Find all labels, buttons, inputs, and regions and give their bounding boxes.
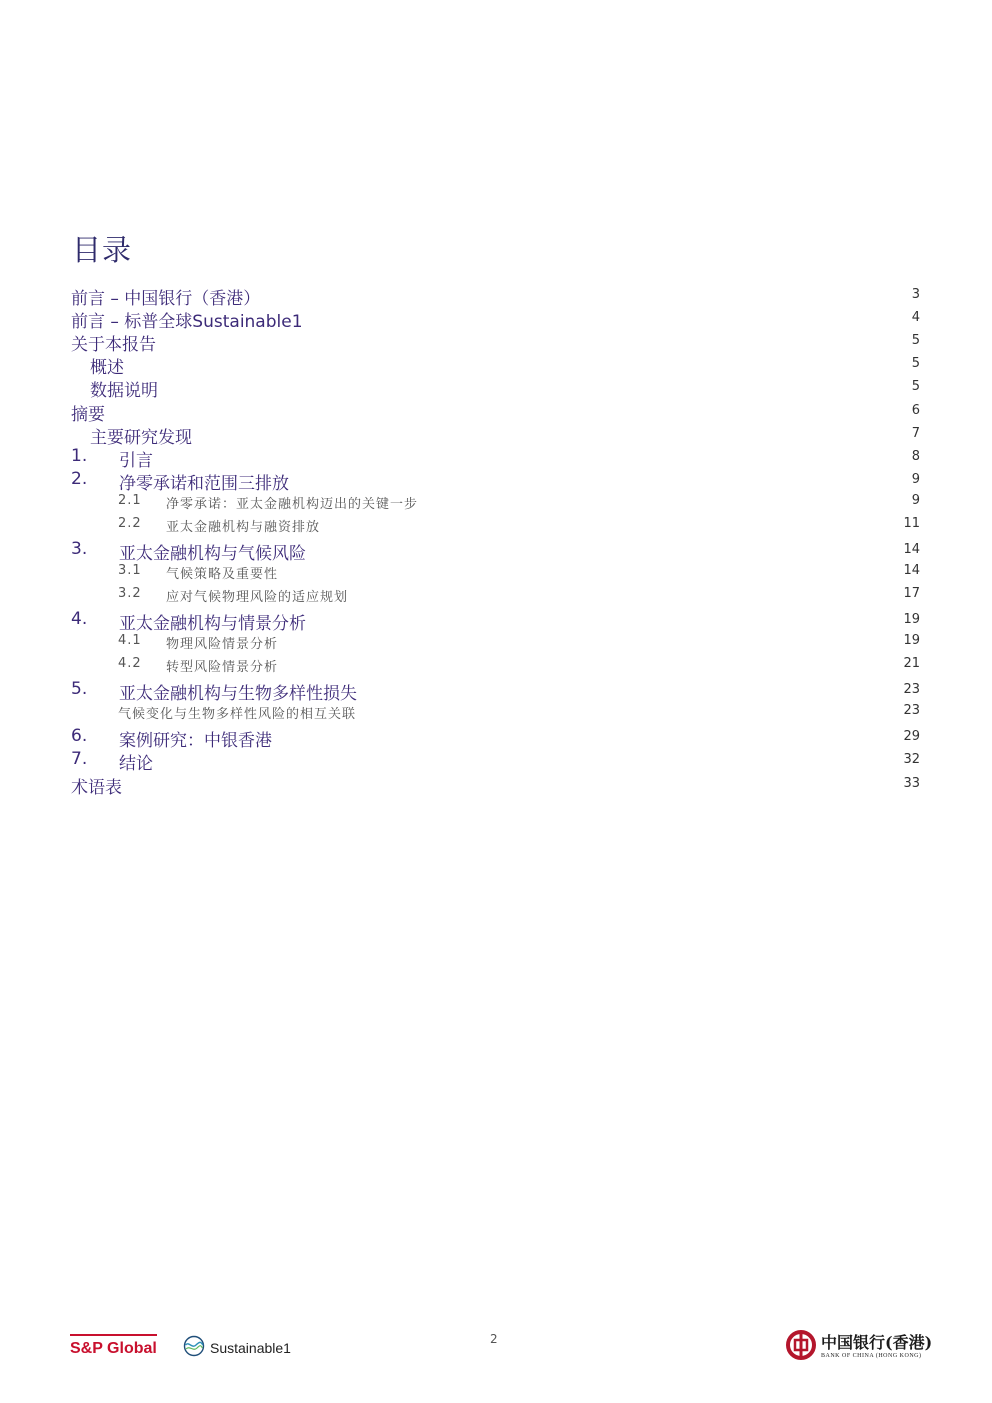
toc-entry-label: 案例研究：中银香港 [119, 731, 272, 751]
toc-entry-label: 摘要 [71, 405, 105, 425]
toc-entry-number: 6. [71, 726, 88, 746]
globe-icon [183, 1335, 205, 1361]
toc-entry-label: 术语表 [71, 778, 122, 798]
toc-entry-page: 14 [903, 563, 920, 578]
page-title: 目录 [72, 233, 133, 267]
toc-entry-label: 亚太金融机构与气候风险 [119, 544, 306, 564]
toc-entry-page: 23 [903, 682, 920, 697]
toc-entry-page: 9 [911, 472, 920, 487]
toc-entry-label: 物理风险情景分析 [166, 637, 279, 652]
boc-logo-chinese: 中国银行(香港) [821, 1333, 933, 1352]
sustainable1-logo-text: Sustainable1 [210, 1340, 291, 1356]
toc-entry-number: 4. [71, 609, 88, 629]
spglobal-logo-text: S&P Global [70, 1340, 157, 1357]
toc-entry-number: 7. [71, 749, 88, 769]
boc-logo-text [821, 1335, 932, 1359]
toc-entry-page: 17 [903, 586, 920, 601]
toc-entry-label: 主要研究发现 [90, 428, 192, 448]
toc-entry-page: 4 [911, 310, 920, 325]
toc-entry-number: 2.1 [118, 493, 142, 508]
toc-entry-label: 关于本报告 [71, 335, 156, 355]
toc-entry-page: 33 [903, 776, 920, 791]
toc-entry-label: 数据说明 [90, 381, 158, 401]
toc-entry-page: 19 [903, 633, 920, 648]
toc-entry-label: 气候策略及重要性 [166, 567, 279, 582]
toc-entry-number: 3.2 [118, 586, 142, 601]
boc-logo-english: BANK OF CHINA (HONG KONG) [821, 1353, 922, 1359]
toc-entry-number: 1. [71, 446, 88, 466]
toc-entry-page: 29 [903, 729, 920, 744]
toc-entry-label: 引言 [119, 451, 153, 471]
toc-entry-label: 转型风险情景分析 [166, 660, 279, 675]
toc-entry-label: 亚太金融机构与生物多样性损失 [119, 684, 357, 704]
toc-entry-page: 21 [903, 656, 920, 671]
toc-entry-number: 2. [71, 469, 88, 489]
toc-entry-page: 5 [911, 333, 920, 348]
toc-entry-page: 8 [911, 449, 920, 464]
toc-entry-label: 前言 – 标普全球Sustainable1 [71, 312, 303, 332]
toc-entry-page: 5 [911, 356, 920, 371]
toc-entry-number: 2.2 [118, 516, 142, 531]
toc-entry-label: 前言 – 中国银行（香港） [71, 289, 261, 309]
page-number: 2 [490, 1332, 498, 1346]
sustainable1-logo [183, 1335, 291, 1361]
toc-entry-page: 19 [903, 612, 920, 627]
toc-entry-label: 亚太金融机构与情景分析 [119, 614, 306, 634]
boc-emblem-icon [786, 1330, 816, 1364]
toc-entry-label: 结论 [119, 754, 153, 774]
toc-entry-number: 3. [71, 539, 88, 559]
toc-entry-label: 应对气候物理风险的适应规划 [166, 590, 349, 605]
bank-of-china-logo [786, 1330, 932, 1364]
toc-entry-number: 4.1 [118, 633, 142, 648]
toc-entry-page: 7 [911, 426, 920, 441]
toc-entry-number: 3.1 [118, 563, 142, 578]
spglobal-logo-bar [70, 1334, 157, 1336]
toc-entry-label: 概述 [90, 358, 124, 378]
toc-entry-number: 4.2 [118, 656, 142, 671]
toc-entry-page: 9 [911, 493, 920, 508]
toc-entry-page: 6 [911, 403, 920, 418]
spglobal-logo [70, 1334, 157, 1358]
toc-entry-number: 5. [71, 679, 88, 699]
toc-entry-page: 32 [903, 752, 920, 767]
toc-entry-page: 14 [903, 542, 920, 557]
toc-entry-page: 3 [911, 287, 920, 302]
toc-entry-label: 亚太金融机构与融资排放 [166, 520, 321, 535]
toc-entry-label: 净零承诺和范围三排放 [119, 474, 289, 494]
toc-entry-label: 气候变化与生物多样性风险的相互关联 [118, 707, 357, 722]
toc-entry-page: 23 [903, 703, 920, 718]
toc-entry-page: 11 [903, 516, 920, 531]
toc-entry-page: 5 [911, 379, 920, 394]
toc-entry-label: 净零承诺：亚太金融机构迈出的关键一步 [166, 497, 419, 512]
